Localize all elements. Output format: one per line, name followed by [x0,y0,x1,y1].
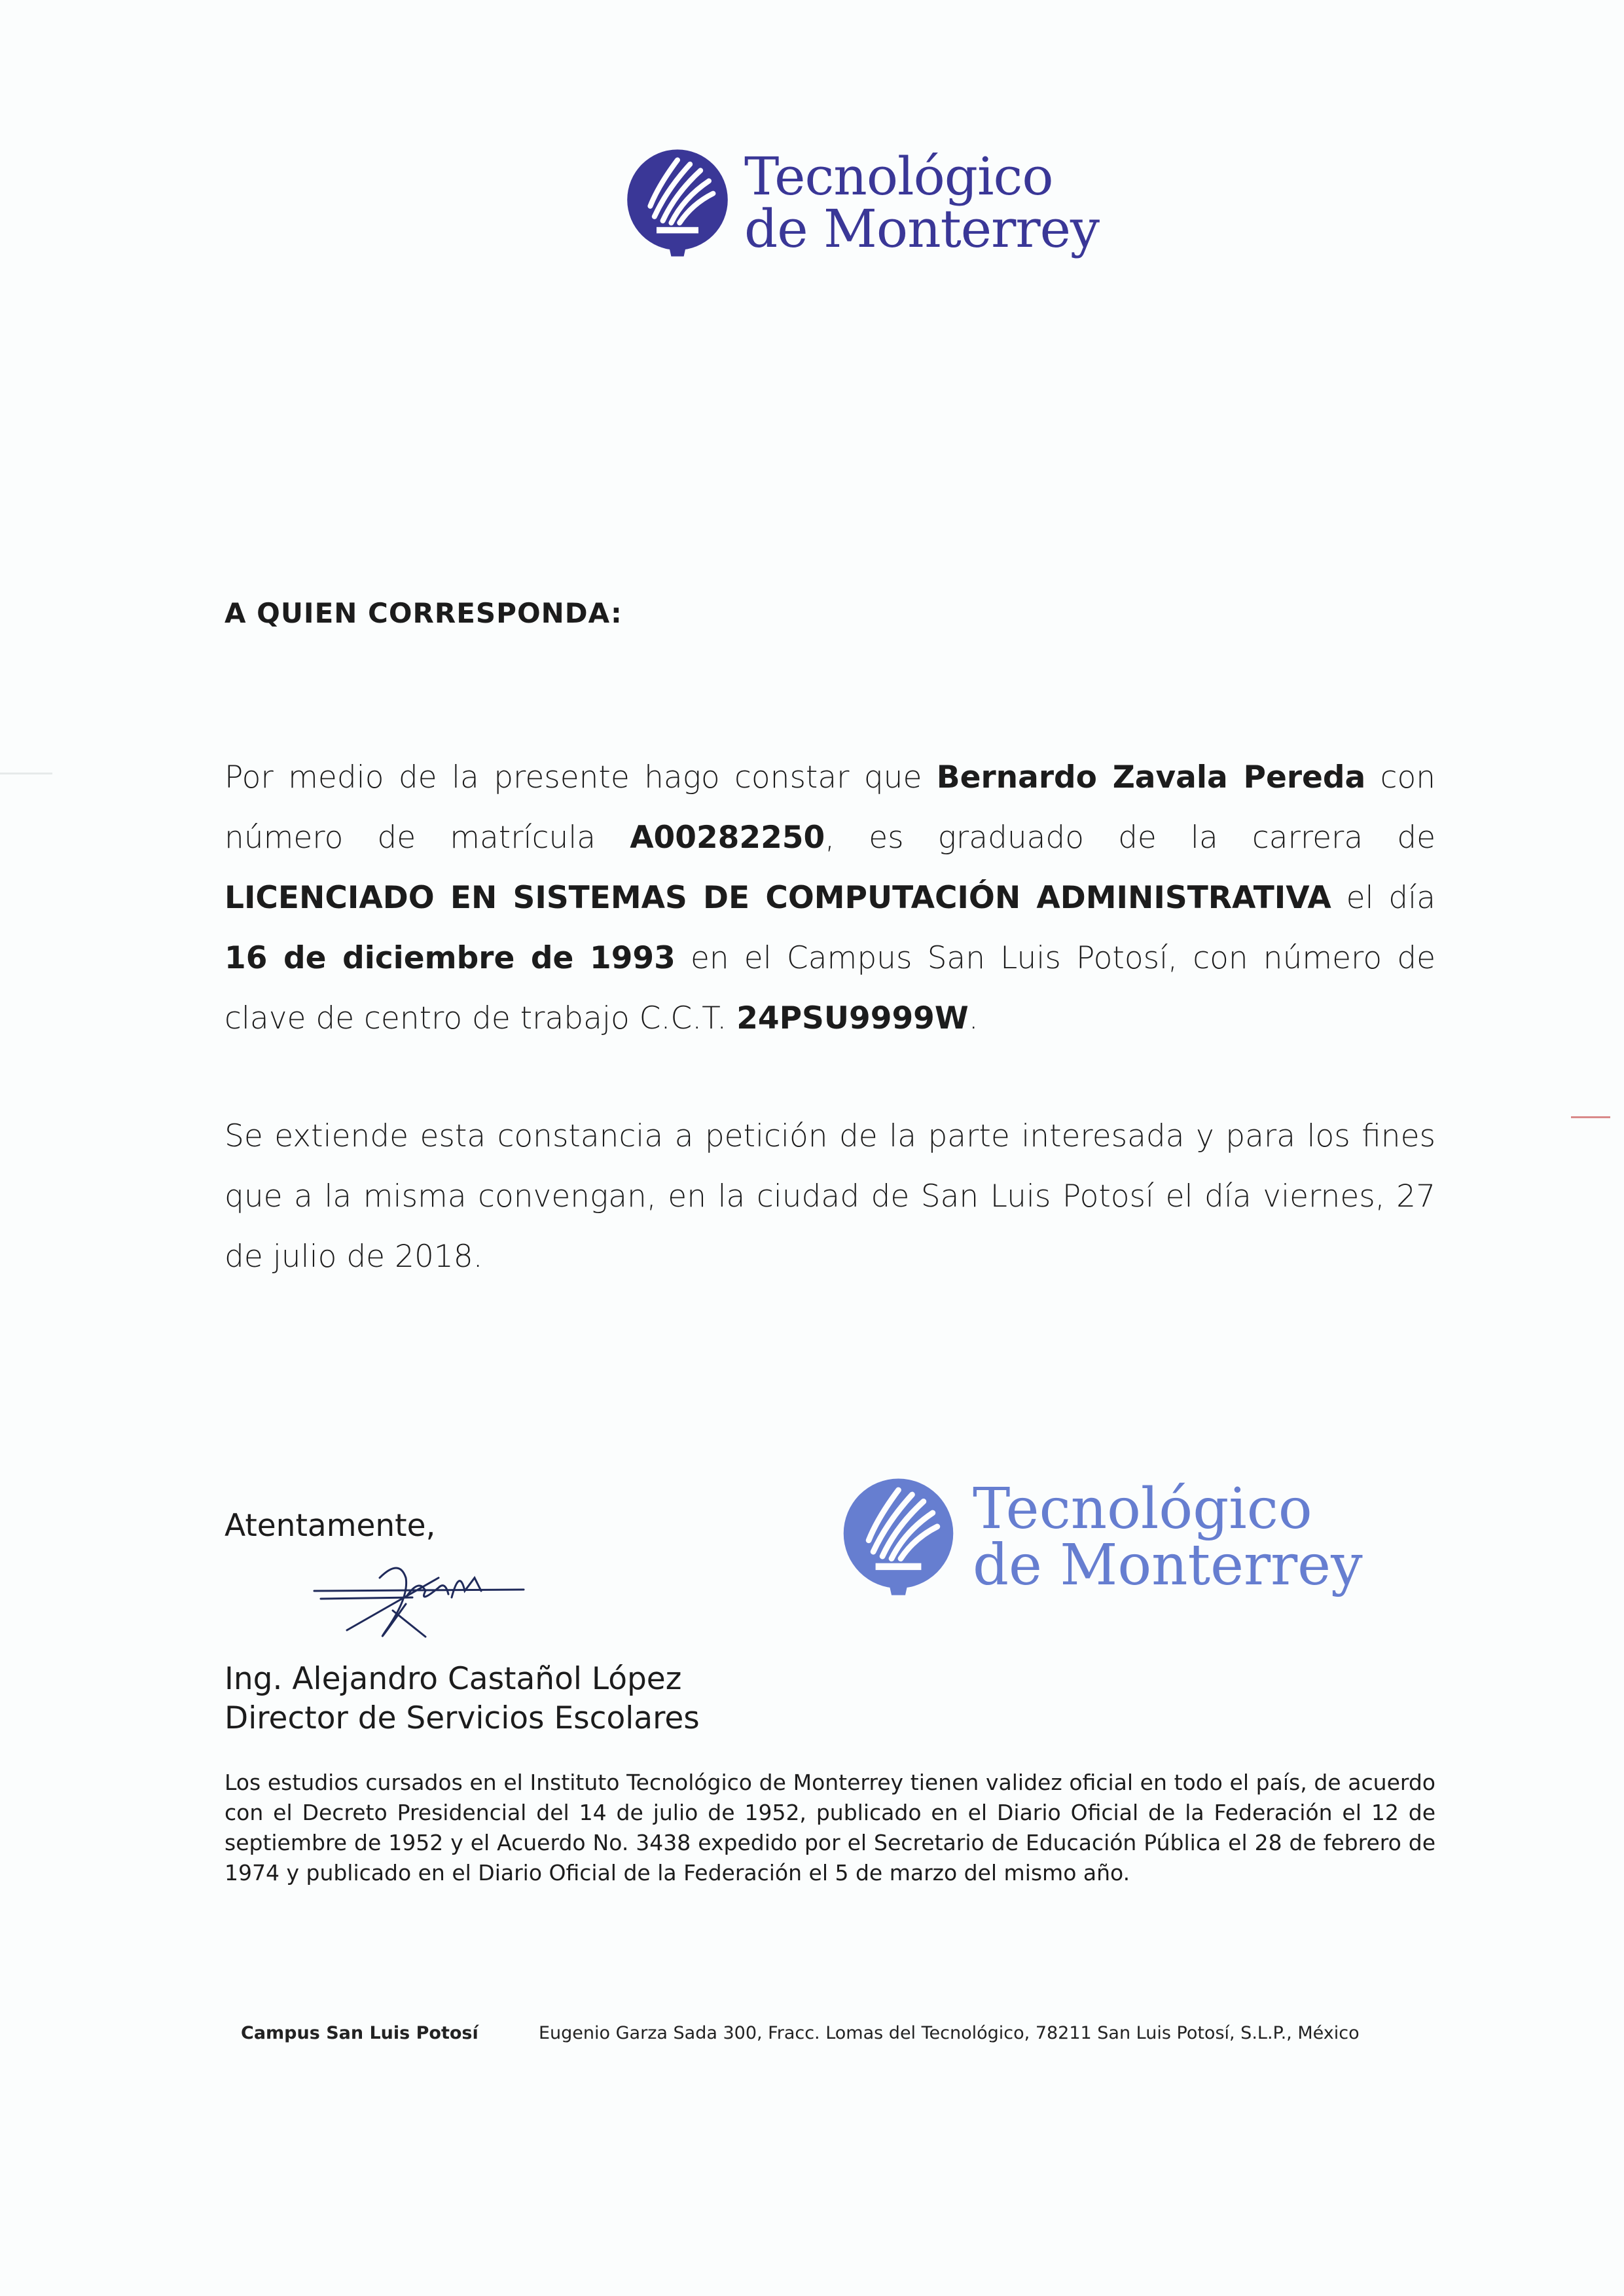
graduation-date: 16 de diciembre de 1993 [225,940,676,976]
scan-mark [1571,1116,1610,1118]
footer-campus: Campus San Luis Potosí [241,2023,478,2043]
p1-text-6: . [968,1000,979,1036]
certification-paragraph [225,748,1435,1049]
footer-address: Eugenio Garza Sada 300, Fracc. Lomas del Tecnológico, 78211 San Luis Potosí, S.L.P., México [539,2023,1360,2043]
stamp-line-2: de Monterrey [973,1532,1363,1598]
p1-text-2: con número de matrícula [225,759,1435,856]
torch-emblem-stamp-icon [841,1476,956,1597]
degree-name: LICENCIADO EN SISTEMAS DE COMPUTACIÓN ADMINISTRATIVA [225,880,1331,916]
p1-text-3: , es graduado de la carrera de [825,820,1435,856]
wordmark-line-2: de Monterrey [744,198,1100,259]
p1-text-1: Por medio de la presente hago constar que [225,759,937,795]
stamp-line-1: Tecnológico [973,1476,1312,1542]
salutation: A QUIEN CORRESPONDA: [225,597,623,629]
institution-stamp [841,1476,1363,1597]
institution-wordmark [744,146,1100,259]
closing: Atentamente, [225,1508,436,1544]
torch-emblem-icon [625,147,730,259]
signer-name: Ing. Alejandro Castañol López [225,1661,682,1697]
signature-scribble-icon [308,1552,543,1656]
signer-title: Director de Servicios Escolares [225,1700,700,1736]
issuance-paragraph: Se extiende esta constancia a petición de la parte interesada y para los fines que a la misma convengan, en la ciudad de San Luis Potosí el día viernes, 27 de julio de 2018. [225,1118,1435,1275]
institution-logo [625,147,1099,259]
p1-text-4: el día [1331,880,1435,916]
student-id: A00282250 [630,820,825,856]
cct-code: 24PSU9999W [736,1000,969,1036]
p1-text-5: en el Campus San Luis Potosí, con número de clave de centro de trabajo C.C.T. [225,940,1435,1036]
stamp-wordmark [973,1476,1363,1598]
wordmark-line-1: Tecnológico [744,146,1053,207]
signer-block [225,1660,700,1738]
scan-mark [0,773,52,774]
graduate-name: Bernardo Zavala Pereda [936,759,1366,795]
legal-notice: Los estudios cursados en el Instituto Tecnológico de Monterrey tienen validez oficial en todo el país, de acuerdo con el Decreto Presidencial del 14 de julio de 1952, publicado en el Diario Oficial de la Federación el 12 de septiembre de 1952 y el Acuerdo No. 3438 expedido por el Secretario de Educación Pública el 28 de febrero de 1974 y publicado en el Diario Oficial de la Federación el 5 de marzo del mismo año. [225,1770,1435,1886]
